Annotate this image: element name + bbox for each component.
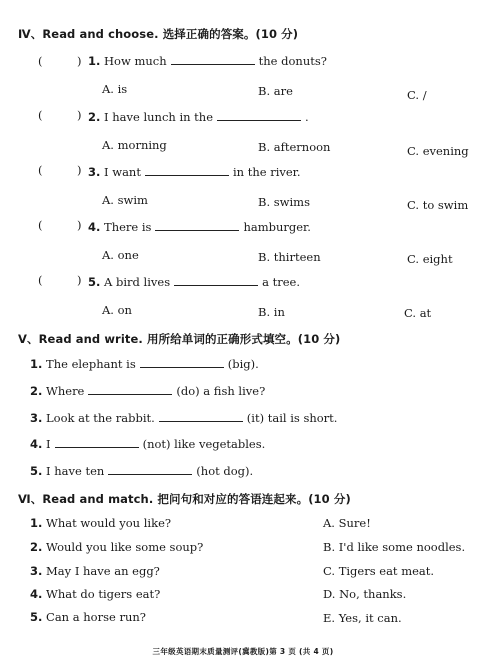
match-question-2[interactable] <box>30 540 203 554</box>
item-text-before: Where <box>46 384 85 398</box>
option-b: B. thirteen <box>258 250 321 264</box>
question-number: 1. <box>88 54 101 68</box>
question-text-after: the donuts? <box>258 54 327 68</box>
question-text-after: hamburger. <box>243 220 311 234</box>
option-a: A. one <box>102 248 139 262</box>
answer-paren-close: ) <box>77 54 82 68</box>
fill-item-3 <box>30 411 337 425</box>
answer-paren-open: ( <box>38 218 43 232</box>
item-text-after: (not) like vegetables. <box>142 437 266 451</box>
item-text-before: I have ten <box>46 464 105 478</box>
match-question-number: 1. <box>30 516 43 530</box>
question-5 <box>88 275 300 289</box>
option-c: C. eight <box>407 252 453 266</box>
question-number: 3. <box>88 165 101 179</box>
match-question-number: 5. <box>30 610 43 624</box>
option-b: B. in <box>258 305 285 319</box>
question-number: 2. <box>88 110 101 124</box>
fill-item-4 <box>30 437 265 451</box>
item-text-after: (do) a fish live? <box>176 384 266 398</box>
match-answer-e[interactable]: E. Yes, it can. <box>323 611 402 625</box>
question-text-after: a tree. <box>262 275 301 289</box>
answer-blank[interactable] <box>159 411 243 422</box>
item-number: 3. <box>30 411 43 425</box>
question-text-before: How much <box>104 54 167 68</box>
answer-blank[interactable] <box>155 220 239 231</box>
option-c: C. evening <box>407 144 469 158</box>
option-b: B. afternoon <box>258 140 331 154</box>
match-question-1[interactable] <box>30 516 171 530</box>
answer-paren-close: ) <box>77 273 82 287</box>
answer-paren-open: ( <box>38 163 43 177</box>
answer-blank[interactable] <box>55 437 139 448</box>
answer-paren-close: ) <box>77 163 82 177</box>
item-text-after: (big). <box>227 357 259 371</box>
option-a: A. morning <box>102 138 167 152</box>
question-2 <box>88 110 309 124</box>
answer-blank[interactable] <box>171 54 255 65</box>
fill-item-1 <box>30 357 259 371</box>
option-c: C. at <box>404 306 432 320</box>
question-1 <box>88 54 327 68</box>
question-text-after: . <box>305 110 309 124</box>
question-text-before: A bird lives <box>104 275 171 289</box>
answer-paren-open: ( <box>38 108 43 122</box>
option-a: A. on <box>102 303 132 317</box>
match-question-4[interactable] <box>30 587 160 601</box>
match-question-text: May I have an egg? <box>46 564 160 578</box>
section-6-title: Ⅵ、Read and match. 把问句和对应的答语连起来。(10 分) <box>18 492 351 506</box>
match-question-number: 2. <box>30 540 43 554</box>
answer-paren-open: ( <box>38 273 43 287</box>
match-question-text: Would you like some soup? <box>46 540 204 554</box>
answer-paren-open: ( <box>38 54 43 68</box>
question-text-before: I want <box>104 165 141 179</box>
question-text-before: I have lunch in the <box>104 110 214 124</box>
item-number: 1. <box>30 357 43 371</box>
match-question-number: 4. <box>30 587 43 601</box>
answer-blank[interactable] <box>108 464 192 475</box>
item-number: 2. <box>30 384 43 398</box>
match-question-text: What would you like? <box>46 516 172 530</box>
item-text-before: Look at the rabbit. <box>46 411 155 425</box>
question-3 <box>88 165 301 179</box>
section-4-title: Ⅳ、Read and choose. 选择正确的答案。(10 分) <box>18 27 299 41</box>
answer-blank[interactable] <box>145 165 229 176</box>
option-c: C. / <box>407 88 427 102</box>
item-text-after: (hot dog). <box>196 464 254 478</box>
fill-item-2 <box>30 384 265 398</box>
match-answer-c[interactable]: C. Tigers eat meat. <box>323 564 435 578</box>
section-5-title: Ⅴ、Read and write. 用所给单词的正确形式填空。(10 分) <box>18 332 341 346</box>
answer-blank[interactable] <box>88 384 172 395</box>
match-question-text: Can a horse run? <box>46 610 146 624</box>
question-text-after: in the river. <box>232 165 301 179</box>
option-b: B. swims <box>258 195 310 209</box>
item-number: 5. <box>30 464 43 478</box>
match-question-3[interactable] <box>30 564 160 578</box>
question-text-before: There is <box>104 220 152 234</box>
option-a: A. is <box>102 82 128 96</box>
answer-paren-close: ) <box>77 218 82 232</box>
answer-blank[interactable] <box>217 110 301 121</box>
item-text-before: The elephant is <box>46 357 136 371</box>
answer-blank[interactable] <box>174 275 258 286</box>
item-number: 4. <box>30 437 43 451</box>
option-c: C. to swim <box>407 198 469 212</box>
match-answer-d[interactable]: D. No, thanks. <box>323 587 407 601</box>
option-a: A. swim <box>102 193 148 207</box>
page-footer: 三年级英语期末质量测评(冀教版)第 3 页 (共 4 页) <box>152 647 334 656</box>
answer-paren-close: ) <box>77 108 82 122</box>
option-b: B. are <box>258 84 293 98</box>
match-answer-b[interactable]: B. I'd like some noodles. <box>323 540 466 554</box>
answer-blank[interactable] <box>140 357 224 368</box>
match-question-5[interactable] <box>30 610 146 624</box>
question-number: 5. <box>88 275 101 289</box>
item-text-before: I <box>46 437 51 451</box>
question-number: 4. <box>88 220 101 234</box>
match-question-number: 3. <box>30 564 43 578</box>
question-4 <box>88 220 311 234</box>
fill-item-5 <box>30 464 253 478</box>
match-question-text: What do tigers eat? <box>46 587 161 601</box>
item-text-after: (it) tail is short. <box>246 411 338 425</box>
match-answer-a[interactable]: A. Sure! <box>323 516 371 530</box>
